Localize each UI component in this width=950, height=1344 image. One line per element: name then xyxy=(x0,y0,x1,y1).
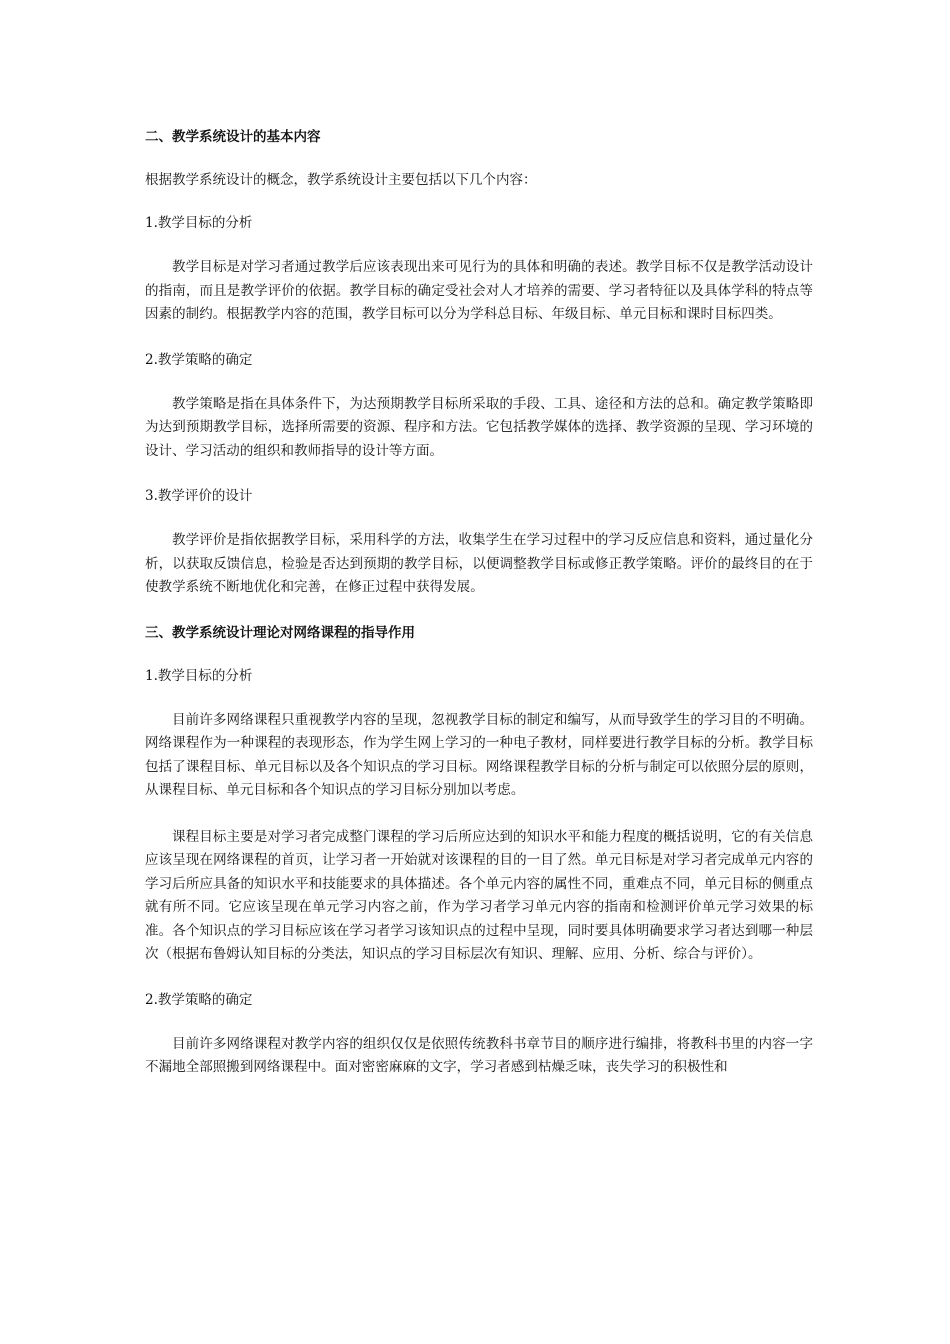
subsection-title-online-strategy: 2.教学策略的确定 xyxy=(145,991,253,1008)
paragraph-online-objective-2: 课程目标主要是对学习者完成整门课程的学习后所应达到的知识水平和能力程度的概括说明，它的有关信息应该呈现在网络课程的首页，让学习者一开始就对该课程的目的一目了然。单元目标是对学习者完成单元内容的学习后所应具备的知识水平和技能要求的具体描述。各个单元内容的属性不同，重难点不同，单元目标的侧重点就有所不同。它应该呈现在单元学习内容之前，作为学习者学习单元内容的指南和检测评价单元学习效果的标准。各个知识点的学习目标应该在学习者学习该知识点的过程中呈现，同时要具体明确要求学习者达到哪一种层次（根据布鲁姆认知目标的分类法，知识点的学习目标层次有知识、理解、应用、分析、综合与评价）。 xyxy=(145,828,813,962)
section-intro: 根据教学系统设计的概念，教学系统设计主要包括以下几个内容： xyxy=(145,172,537,188)
subsection-title-objective-analysis: 1.教学目标的分析 xyxy=(145,215,253,231)
section-heading-guidance: 三、教学系统设计理论对网络课程的指导作用 xyxy=(145,624,415,641)
document-page xyxy=(145,127,813,1103)
subsection-title-evaluation: 3.教学评价的设计 xyxy=(145,488,253,504)
paragraph-online-objective-1: 目前许多网络课程只重视教学内容的呈现，忽视教学目标的制定和编写，从而导致学生的学习目的不明确。网络课程作为一种课程的表现形态，作为学生网上学习的一种电子教材，同样要进行教学目标的分析。教学目标包括了课程目标、单元目标以及各个知识点的学习目标。网络课程教学目标的分析与制定可以依照分层的原则，从课程目标、单元目标和各个知识点的学习目标分别加以考虑。 xyxy=(145,711,813,798)
subsection-title-online-objective: 1.教学目标的分析 xyxy=(145,667,253,684)
paragraph-objective-analysis: 教学目标是对学习者通过教学后应该表现出来可见行为的具体和明确的表述。教学目标不仅是教学活动设计的指南，而且是教学评价的依据。教学目标的确定受社会对人才培养的需要、学习者特征以及具体学科的特点等因素的制约。根据教学内容的范围，教学目标可以分为学科总目标、年级目标、单元目标和课时目标四类。 xyxy=(145,259,813,322)
paragraph-evaluation: 教学评价是指依据教学目标，采用科学的方法，收集学生在学习过程中的学习反应信息和资料，通过量化分析，以获取反馈信息，检验是否达到预期的教学目标，以便调整教学目标或修正教学策略。评价的最终目的在于使教学系统不断地优化和完善，在修正过程中获得发展。 xyxy=(145,532,813,595)
paragraph-strategy: 教学策略是指在具体条件下，为达预期教学目标所采取的手段、工具、途径和方法的总和。确定教学策略即为达到预期教学目标，选择所需要的资源、程序和方法。它包括教学媒体的选择、教学资源的呈现、学习环境的设计、学习活动的组织和教师指导的设计等方面。 xyxy=(145,395,813,459)
paragraph-online-strategy: 目前许多网络课程对教学内容的组织仅仅是依照传统教科书章节目的顺序进行编排，将教科书里的内容一字不漏地全部照搬到网络课程中。面对密密麻麻的文字，学习者感到枯燥乏味，丧失学习的积极性和 xyxy=(145,1035,813,1075)
subsection-title-strategy: 2.教学策略的确定 xyxy=(145,351,253,368)
section-heading-basic-content: 二、教学系统设计的基本内容 xyxy=(145,129,321,145)
